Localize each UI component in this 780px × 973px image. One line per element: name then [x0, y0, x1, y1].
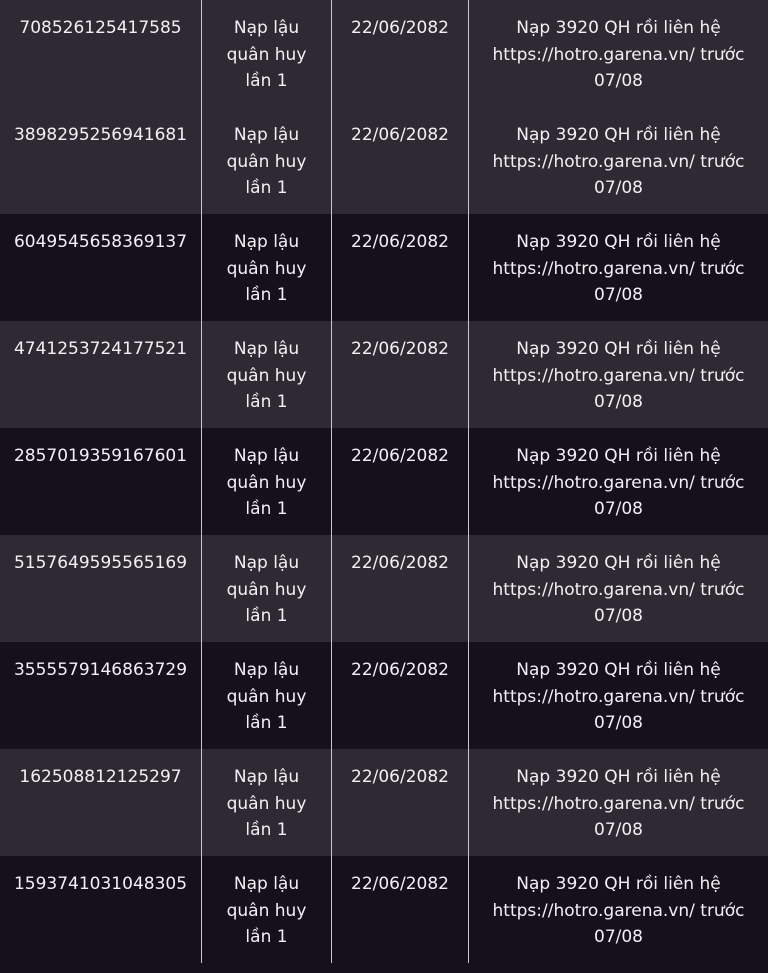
- violation-type-cell: [202, 214, 332, 321]
- note-line: https://hotro.garena.vn/ trước: [492, 686, 745, 707]
- note-cell: [469, 642, 768, 749]
- note-line: 07/08: [594, 499, 643, 520]
- table-row: [0, 0, 768, 107]
- table-row: [0, 856, 768, 963]
- violation-type-cell: [202, 749, 332, 856]
- violation-type-line: quân huy: [226, 579, 307, 600]
- violation-type-cell: [202, 0, 332, 107]
- violation-type-line: Nạp lậu: [233, 446, 300, 466]
- date-cell: 22/06/2082: [332, 749, 469, 856]
- note-line: 07/08: [594, 285, 643, 306]
- note-line: Nạp 3920 QH rồi liên hệ: [516, 339, 721, 359]
- note-line: https://hotro.garena.vn/ trước: [492, 793, 745, 814]
- note-cell: [469, 107, 768, 214]
- violation-type-line: Nạp lậu: [233, 18, 300, 38]
- account-id-cell: 708526125417585: [0, 0, 202, 107]
- violation-type-cell: [202, 107, 332, 214]
- table-row: [0, 107, 768, 214]
- note-line: Nạp 3920 QH rồi liên hệ: [516, 874, 721, 894]
- date-cell: 22/06/2082: [332, 856, 469, 963]
- note-cell: [469, 856, 768, 963]
- note-line: Nạp 3920 QH rồi liên hệ: [516, 660, 721, 680]
- table-row: [0, 321, 768, 428]
- note-line: 07/08: [594, 927, 643, 948]
- account-id-cell: 3898295256941681: [0, 107, 202, 214]
- violation-type-line: quân huy: [226, 44, 307, 65]
- date-cell: 22/06/2082: [332, 0, 469, 107]
- note-cell: [469, 535, 768, 642]
- date-cell: 22/06/2082: [332, 214, 469, 321]
- account-id-cell: 3555579146863729: [0, 642, 202, 749]
- note-line: Nạp 3920 QH rồi liên hệ: [516, 232, 721, 252]
- note-line: 07/08: [594, 392, 643, 413]
- note-line: 07/08: [594, 820, 643, 841]
- note-line: 07/08: [594, 713, 643, 734]
- note-cell: [469, 0, 768, 107]
- violation-type-cell: [202, 535, 332, 642]
- violation-type-line: quân huy: [226, 793, 307, 814]
- date-cell: 22/06/2082: [332, 642, 469, 749]
- note-cell: [469, 321, 768, 428]
- violation-type-line: quân huy: [226, 686, 307, 707]
- violation-type-line: quân huy: [226, 472, 307, 493]
- violation-type-cell: [202, 428, 332, 535]
- violation-type-line: lần 1: [245, 606, 288, 627]
- table-row: [0, 214, 768, 321]
- note-line: https://hotro.garena.vn/ trước: [492, 44, 745, 65]
- account-id-cell: 5157649595565169: [0, 535, 202, 642]
- violation-type-line: lần 1: [245, 178, 288, 199]
- violation-type-line: lần 1: [245, 820, 288, 841]
- violation-type-line: lần 1: [245, 285, 288, 306]
- violation-type-line: Nạp lậu: [233, 874, 300, 894]
- note-cell: [469, 749, 768, 856]
- note-line: 07/08: [594, 606, 643, 627]
- violation-type-line: quân huy: [226, 365, 307, 386]
- date-cell: 22/06/2082: [332, 321, 469, 428]
- note-line: https://hotro.garena.vn/ trước: [492, 365, 745, 386]
- page-edge-strip: [768, 0, 780, 973]
- account-id-cell: 162508812125297: [0, 749, 202, 856]
- note-line: https://hotro.garena.vn/ trước: [492, 579, 745, 600]
- account-id-cell: 2857019359167601: [0, 428, 202, 535]
- note-line: https://hotro.garena.vn/ trước: [492, 472, 745, 493]
- date-cell: 22/06/2082: [332, 535, 469, 642]
- violation-type-line: Nạp lậu: [233, 767, 300, 787]
- note-line: https://hotro.garena.vn/ trước: [492, 258, 745, 279]
- note-line: 07/08: [594, 178, 643, 199]
- violation-type-line: lần 1: [245, 927, 288, 948]
- violation-type-line: Nạp lậu: [233, 339, 300, 359]
- note-line: https://hotro.garena.vn/ trước: [492, 900, 745, 921]
- date-cell: 22/06/2082: [332, 428, 469, 535]
- note-cell: [469, 214, 768, 321]
- note-cell: [469, 428, 768, 535]
- violation-type-line: Nạp lậu: [233, 660, 300, 680]
- account-id-cell: 6049545658369137: [0, 214, 202, 321]
- violation-type-line: quân huy: [226, 900, 307, 921]
- note-line: Nạp 3920 QH rồi liên hệ: [516, 446, 721, 466]
- violation-type-cell: [202, 321, 332, 428]
- date-cell: 22/06/2082: [332, 107, 469, 214]
- violation-type-cell: [202, 856, 332, 963]
- violation-type-line: quân huy: [226, 151, 307, 172]
- violation-type-line: lần 1: [245, 499, 288, 520]
- violation-type-line: quân huy: [226, 258, 307, 279]
- violation-type-line: Nạp lậu: [233, 232, 300, 252]
- note-line: Nạp 3920 QH rồi liên hệ: [516, 125, 721, 145]
- note-line: Nạp 3920 QH rồi liên hệ: [516, 767, 721, 787]
- note-line: https://hotro.garena.vn/ trước: [492, 151, 745, 172]
- account-id-cell: 4741253724177521: [0, 321, 202, 428]
- table-row: [0, 642, 768, 749]
- violation-type-line: lần 1: [245, 71, 288, 92]
- note-line: Nạp 3920 QH rồi liên hệ: [516, 553, 721, 573]
- table-row: [0, 428, 768, 535]
- account-id-cell: 1593741031048305: [0, 856, 202, 963]
- note-line: 07/08: [594, 71, 643, 92]
- violation-type-line: lần 1: [245, 392, 288, 413]
- violation-type-cell: [202, 642, 332, 749]
- violation-type-line: Nạp lậu: [233, 553, 300, 573]
- violation-type-line: lần 1: [245, 713, 288, 734]
- violation-type-line: Nạp lậu: [233, 125, 300, 145]
- table-row: [0, 749, 768, 856]
- table-row: [0, 535, 768, 642]
- note-line: Nạp 3920 QH rồi liên hệ: [516, 18, 721, 38]
